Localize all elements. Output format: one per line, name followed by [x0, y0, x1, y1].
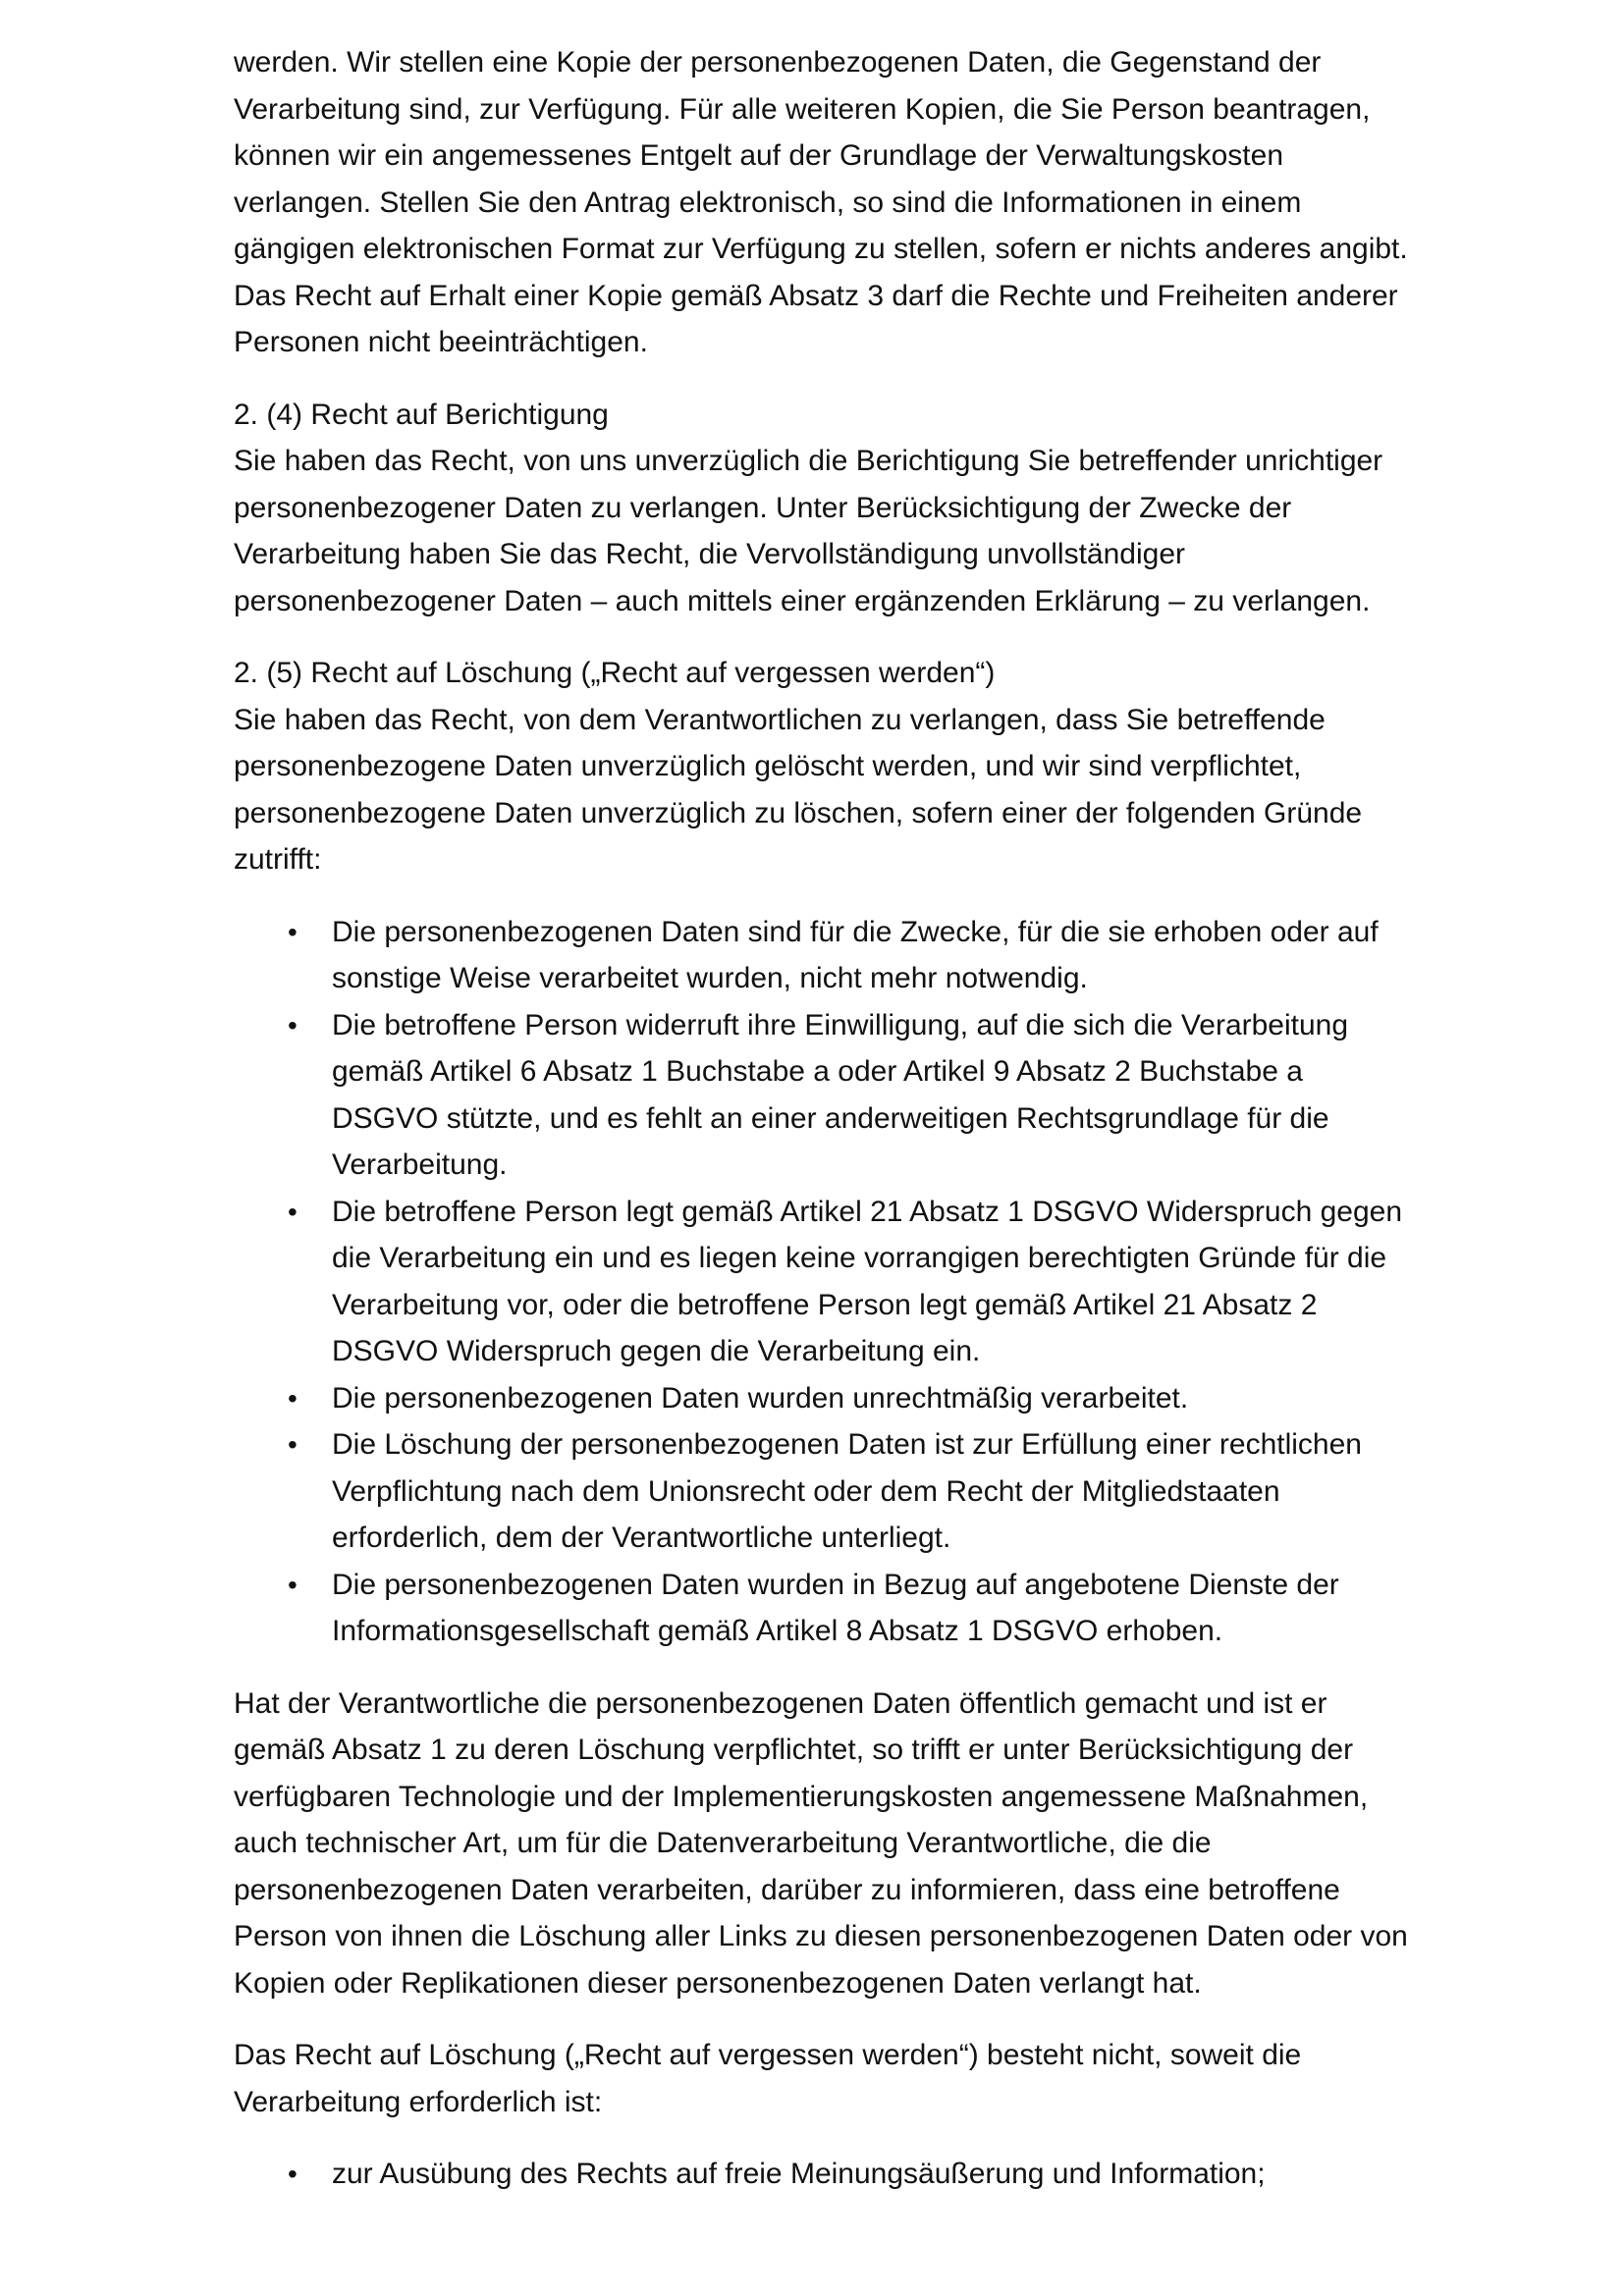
- exceptions-intro-paragraph: Das Recht auf Löschung („Recht auf vergessen werden“) besteht nicht, soweit die Verarbeitung erforderlich ist:: [234, 2039, 1302, 2118]
- section-4-body: Sie haben das Recht, von uns unverzüglich die Berichtigung Sie betreffender unrichtiger personenbezogener Daten zu verlangen. Unter Berücksichtigung der Zwecke der Verarbeitung haben Sie das Recht, die Vervollständigung unvollständiger personenbezogener Daten – auch mittels einer ergänzenden Erklärung – zu verlangen.: [234, 445, 1383, 617]
- bullet-icon: •: [288, 1009, 298, 1041]
- section-5-body: Sie haben das Recht, von dem Verantwortlichen zu verlangen, dass Sie betreffende personenbezogene Daten unverzüglich gelöscht werden, und wir sind verpflichtet, personenbezogene Daten unverzüglich zu löschen, sofern einer der folgenden Gründe zutrifft:: [234, 703, 1363, 876]
- document-page: [234, 39, 1412, 2223]
- section-4: [234, 392, 1412, 625]
- bullet-icon: •: [288, 2159, 298, 2189]
- list-item-text: Die Löschung der personenbezogenen Daten ist zur Erfüllung einer rechtlichen Verpflichtung nach dem Unionsrecht oder dem Recht der Mitgliedstaaten erforderlich, dem der Verantwortliche unterliegt.: [332, 1428, 1362, 1554]
- bullet-icon: •: [288, 1429, 298, 1460]
- list-item: [234, 1375, 1412, 1422]
- list-item-text: Die personenbezogenen Daten sind für die Zwecke, für die sie erhoben oder auf sonstige Weise verarbeitet wurden, nicht mehr notwendig.: [332, 915, 1379, 994]
- list-item: [234, 1562, 1412, 1655]
- bullet-icon: •: [288, 1382, 298, 1414]
- list-item-text: Die betroffene Person widerruft ihre Einwilligung, auf die sich die Verarbeitung gemäß Artikel 6 Absatz 1 Buchstabe a oder Artikel 9 Absatz 2 Buchstabe a DSGVO stützte, und es fehlt an einer anderweitigen Rechtsgrundlage für die Verarbeitung.: [332, 1008, 1349, 1181]
- section-5-heading: 2. (5) Recht auf Löschung („Recht auf vergessen werden“): [234, 657, 996, 689]
- list-item-text: Die personenbezogenen Daten wurden unrechtmäßig verarbeitet.: [332, 1381, 1189, 1415]
- list-item-text: Die personenbezogenen Daten wurden in Bezug auf angebotene Dienste der Informationsgesellschaft gemäß Artikel 8 Absatz 1 DSGVO erhoben.: [332, 1568, 1339, 1647]
- section-5: [234, 650, 1412, 2198]
- section-4-heading: 2. (4) Recht auf Berichtigung: [234, 398, 609, 431]
- bullet-icon: •: [288, 1569, 298, 1600]
- deletion-reasons-list: [234, 909, 1412, 1655]
- bullet-icon: •: [288, 1196, 298, 1227]
- exceptions-list: [234, 2151, 1412, 2198]
- list-item: [234, 909, 1412, 1002]
- list-item: [234, 1002, 1412, 1189]
- list-item: [234, 2151, 1412, 2198]
- list-item-text: zur Ausübung des Rechts auf freie Meinungsäußerung und Information;: [332, 2158, 1266, 2190]
- bullet-icon: •: [288, 916, 298, 947]
- intro-continuation-paragraph: werden. Wir stellen eine Kopie der personenbezogenen Daten, die Gegenstand der Verarbeitung sind, zur Verfügung. Für alle weiteren Kopien, die Sie Person beantragen, können wir ein angemessenes Entgelt auf der Grundlage der Verwaltungskosten verlangen. Stellen Sie den Antrag elektronisch, so sind die Informationen in einem gängigen elektronischen Format zur Verfügung zu stellen, sofern er nichts anderes angibt. Das Recht auf Erhalt einer Kopie gemäß Absatz 3 darf die Rechte und Freiheiten anderer Personen nicht beeinträchtigen.: [234, 46, 1408, 358]
- list-item: [234, 1189, 1412, 1375]
- public-data-paragraph: Hat der Verantwortliche die personenbezogenen Daten öffentlich gemacht und ist er gemäß Absatz 1 zu deren Löschung verpflichtet, so trifft er unter Berücksichtigung der verfügbaren Technologie und der Implementierungskosten angemessene Maßnahmen, auch technischer Art, um für die Datenverarbeitung Verantwortliche, die die personenbezogenen Daten verarbeiten, darüber zu informieren, dass eine betroffene Person von ihnen die Löschung aller Links zu diesen personenbezogenen Daten oder von Kopien oder Replikationen dieser personenbezogenen Daten verlangt hat.: [234, 1686, 1408, 2000]
- list-item-text: Die betroffene Person legt gemäß Artikel 21 Absatz 1 DSGVO Widerspruch gegen die Verarbeitung ein und es liegen keine vorrangigen berechtigten Gründe für die Verarbeitung vor, oder die betroffene Person legt gemäß Artikel 21 Absatz 2 DSGVO Widerspruch gegen die Verarbeitung ein.: [332, 1195, 1403, 1367]
- list-item: [234, 1421, 1412, 1562]
